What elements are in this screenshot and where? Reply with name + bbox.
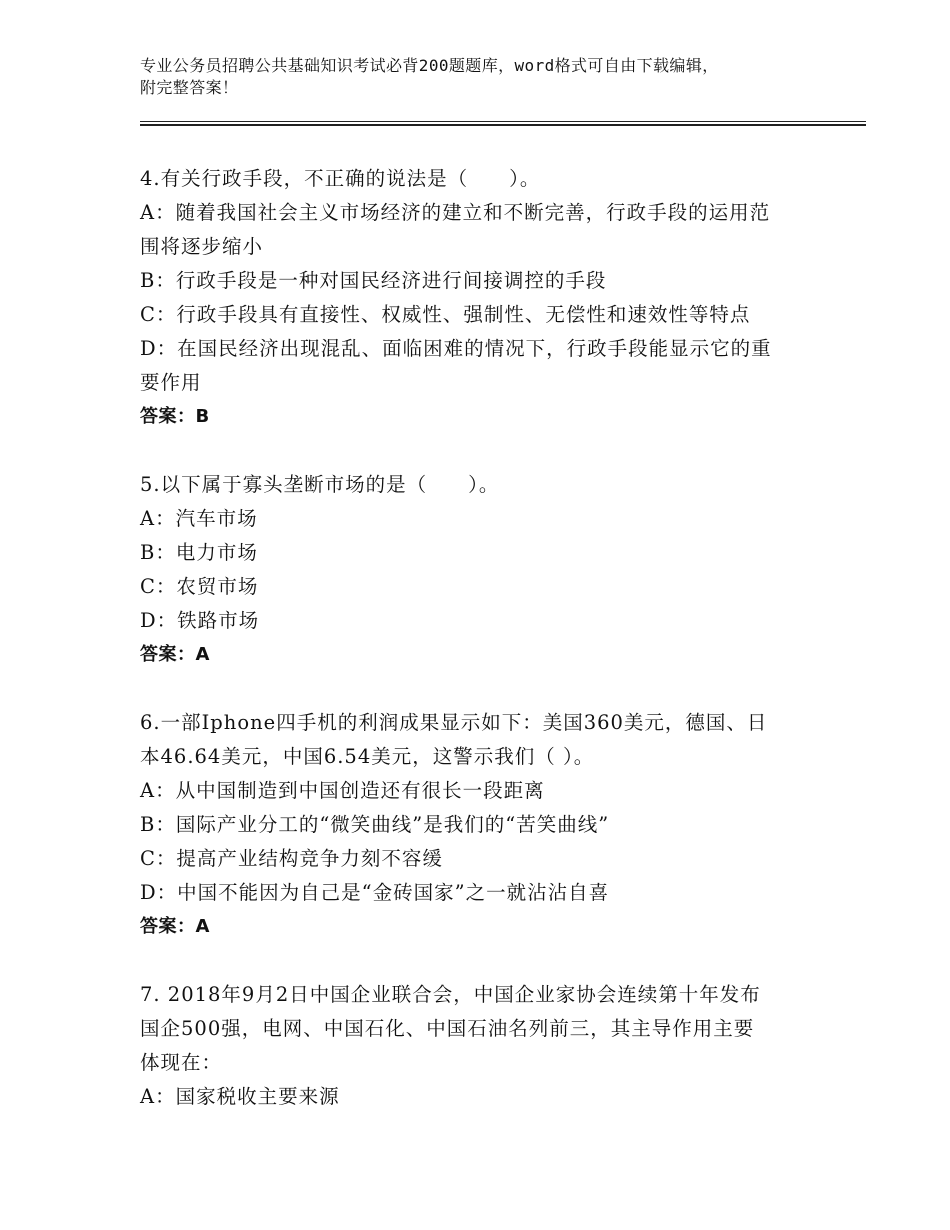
question-stem: 体现在： [140,1051,223,1074]
option-c: C：提高产业结构竞争力刻不容缓 [140,847,443,870]
header-divider [140,121,866,122]
question-5 [140,468,820,672]
option-d: D：在国民经济出现混乱、面临困难的情况下，行政手段能显示它的重 [140,337,772,360]
answer-label: 答案：B [140,406,210,427]
option-d: D：铁路市场 [140,609,260,632]
option-b: B：行政手段是一种对国民经济进行间接调控的手段 [140,269,607,292]
answer-label: 答案：A [140,644,210,665]
option-d: D：中国不能因为自己是“金砖国家”之一就沾沾自喜 [140,881,610,904]
question-stem: 5.以下属于寡头垄断市场的是（ ）。 [140,473,500,496]
question-stem: 本46.64美元，中国6.54美元，这警示我们（ ）。 [140,745,595,768]
option-b: B：电力市场 [140,541,258,564]
question-stem: 国企500强，电网、中国石化、中国石油名列前三，其主导作用主要 [140,1017,755,1040]
question-stem: 7. 2018年9月2日中国企业联合会，中国企业家协会连续第十年发布 [140,983,761,1006]
question-list [140,162,820,1148]
option-a: A：国家税收主要来源 [140,1085,340,1108]
document-header [140,55,810,99]
answer-label: 答案：A [140,916,210,937]
question-stem: 4.有关行政手段，不正确的说法是（ ）。 [140,167,541,190]
option-a: A：从中国制造到中国创造还有很长一段距离 [140,779,545,802]
option-a: A：随着我国社会主义市场经济的建立和不断完善，行政手段的运用范 [140,201,771,224]
option-c: C：行政手段具有直接性、权威性、强制性、无偿性和速效性等特点 [140,303,751,326]
option-a: A：汽车市场 [140,507,258,530]
option-a: 围将逐步缩小 [140,235,264,258]
question-7 [140,978,820,1114]
option-d: 要作用 [140,371,202,394]
header-line: 专业公务员招聘公共基础知识考试必背200题题库，word格式可自由下载编辑， [140,56,719,75]
option-c: C：农贸市场 [140,575,259,598]
question-6 [140,706,820,944]
question-4 [140,162,820,434]
option-b: B：国际产业分工的“微笑曲线”是我们的“苦笑曲线” [140,813,610,836]
header-divider [140,124,866,126]
question-stem: 6.一部Iphone四手机的利润成果显示如下：美国360美元，德国、日 [140,711,768,734]
header-line: 附完整答案！ [140,78,239,97]
